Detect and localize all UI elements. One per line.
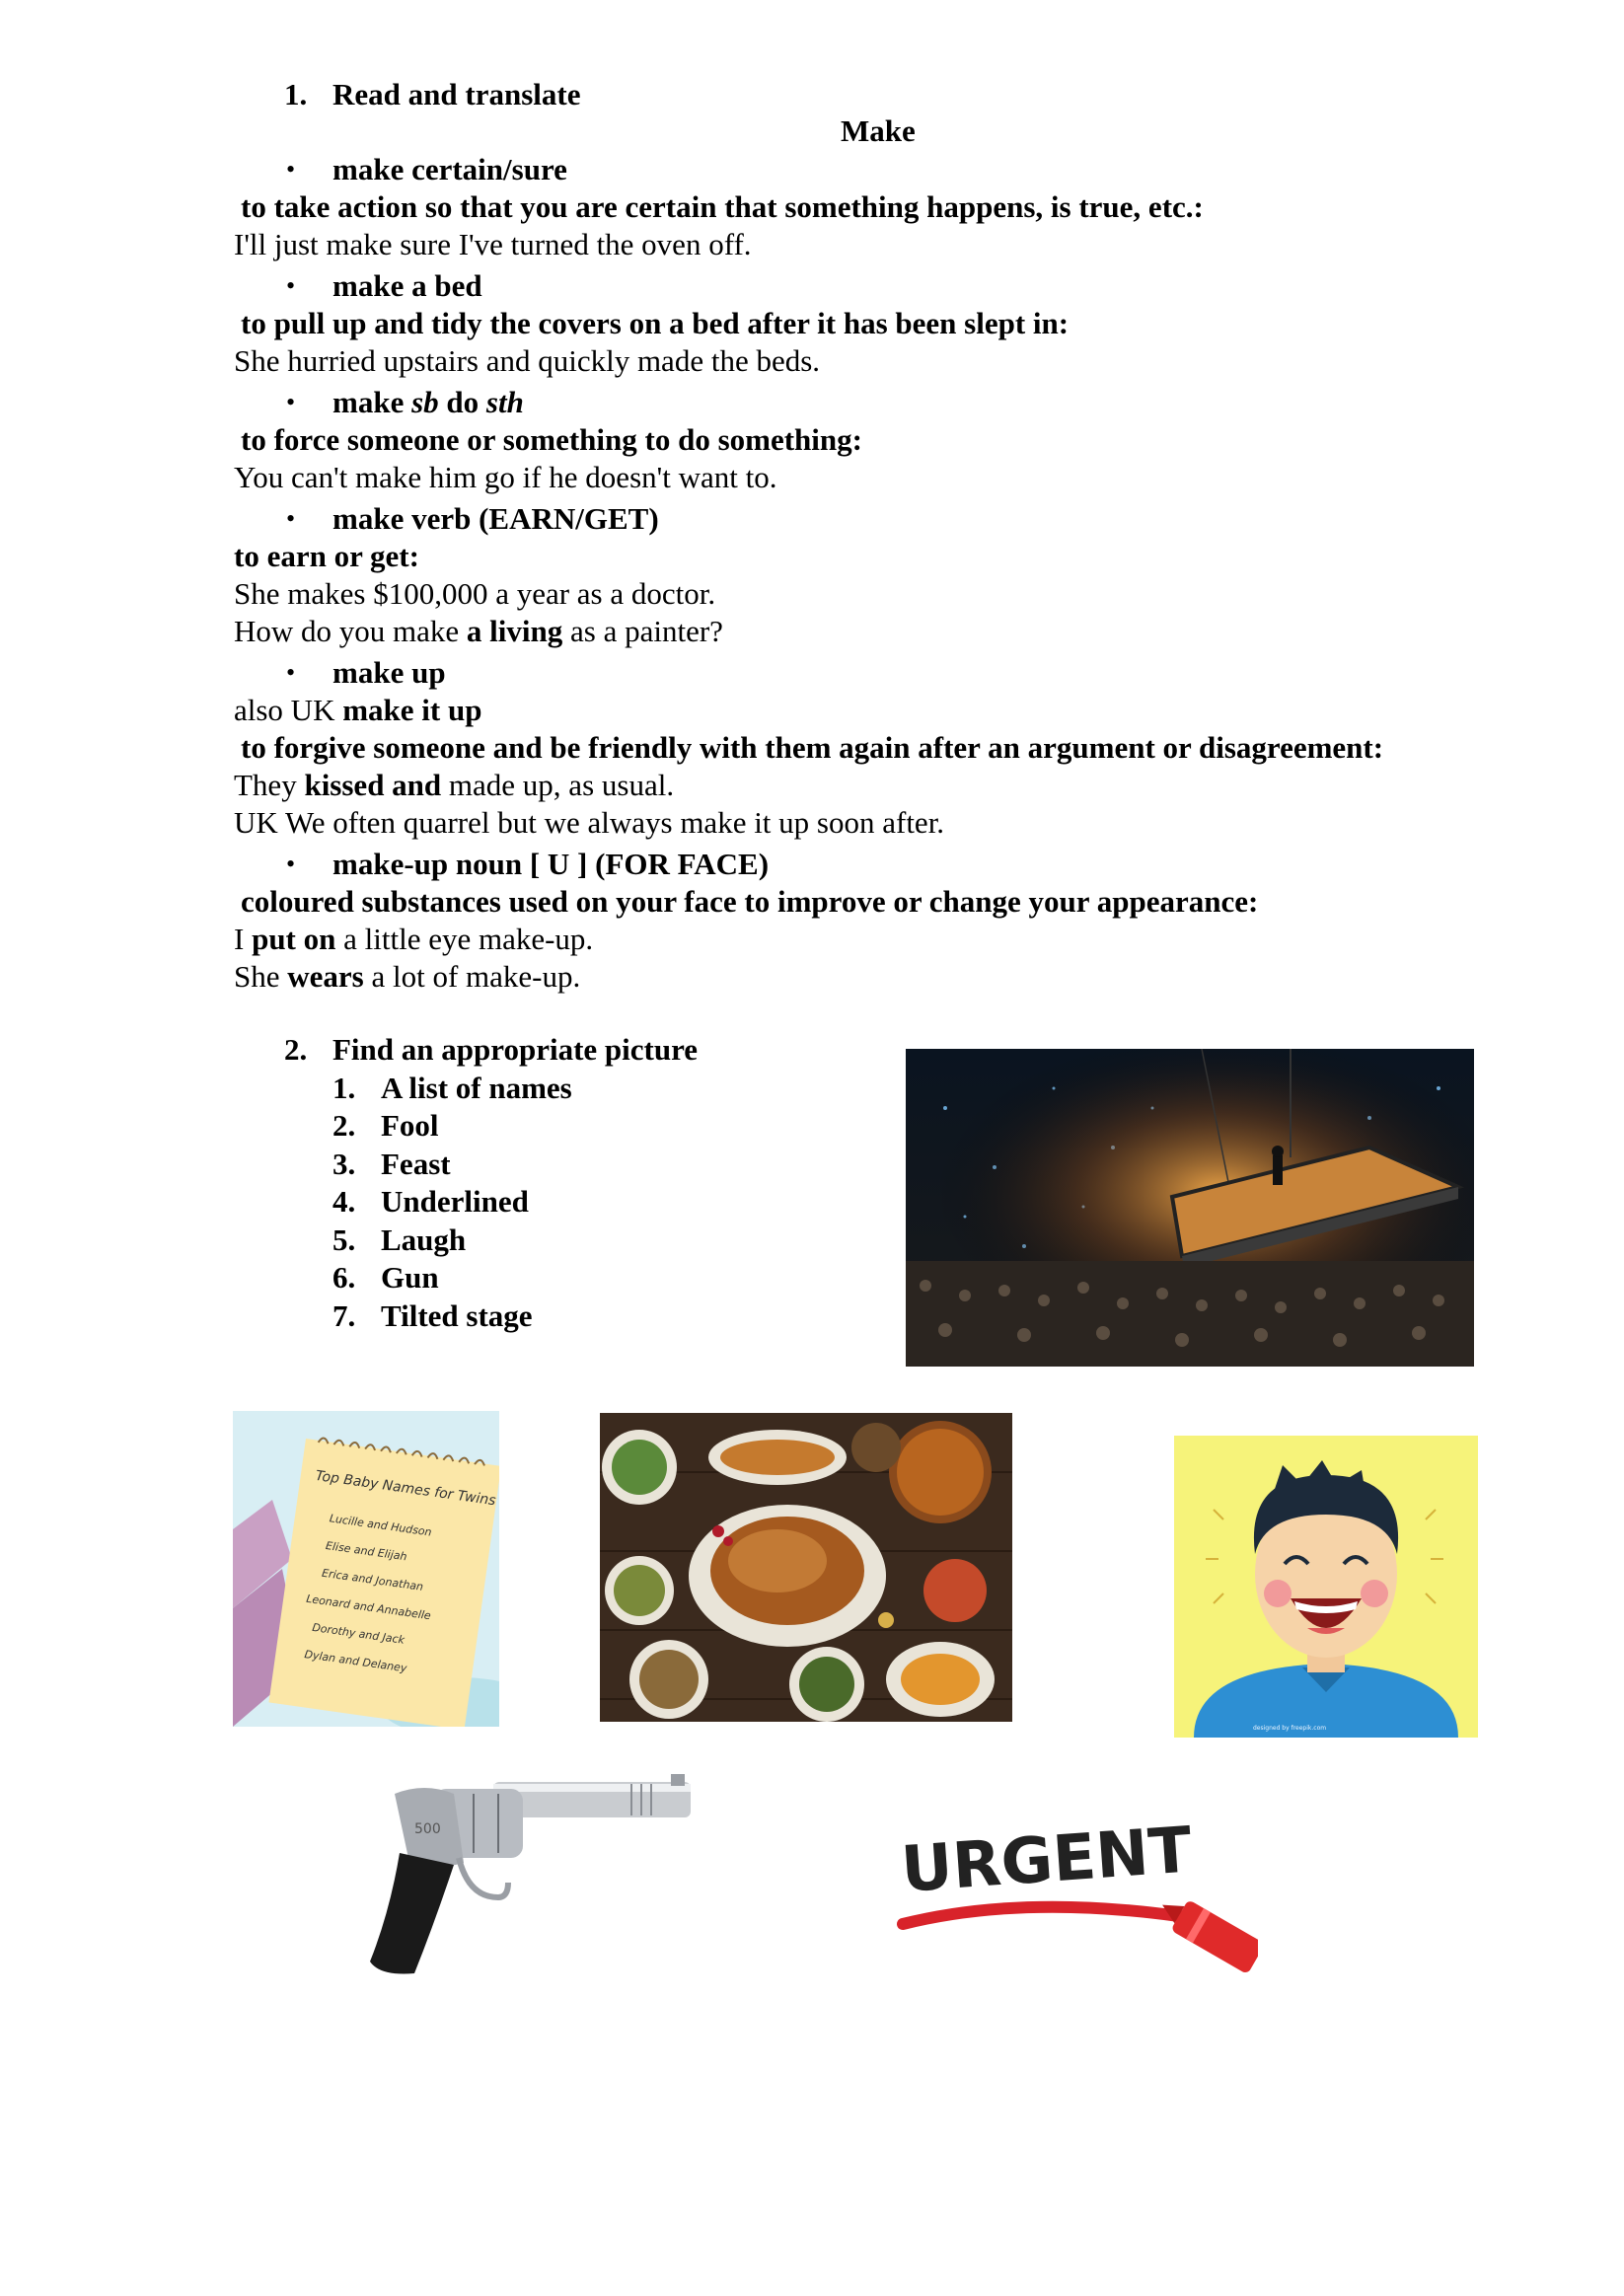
term-make-verb: make verb (EARN/GET) xyxy=(332,501,659,536)
definition-3: to force someone or something to do something: xyxy=(241,422,862,457)
definition-4: to earn or get: xyxy=(234,539,419,573)
names-list-title: Top Baby Names for Twins xyxy=(314,1467,497,1510)
list-item: Underlined xyxy=(381,1184,529,1219)
list-item: Gun xyxy=(381,1260,439,1295)
definition-1: to take action so that you are certain that something happens, is true, etc.: xyxy=(241,189,1204,224)
bullet-icon: • xyxy=(286,388,296,416)
bullet-icon: • xyxy=(286,271,296,300)
list-item: Tilted stage xyxy=(381,1298,533,1333)
alt-form: also UK make it up xyxy=(234,693,482,727)
bullet-icon: • xyxy=(286,850,296,878)
section1-title: Make xyxy=(841,113,916,148)
definition-2: to pull up and tidy the covers on a bed after it has been slept in: xyxy=(241,306,1070,340)
term-make-certain: make certain/sure xyxy=(332,152,567,186)
list-item: Laugh xyxy=(381,1222,467,1257)
list-item: A list of names xyxy=(381,1071,572,1105)
names-list-entry: Elise and Elijah xyxy=(325,1538,408,1564)
term-make-a-bed: make a bed xyxy=(332,268,482,303)
names-list-entry: Erica and Jonathan xyxy=(321,1566,424,1593)
list-item-number: 3. xyxy=(332,1147,356,1181)
gun-marking: 500 xyxy=(414,1821,441,1837)
list-item-number: 1. xyxy=(332,1071,356,1105)
section2-heading: Find an appropriate picture xyxy=(332,1032,699,1067)
bullet-icon: • xyxy=(286,658,296,687)
example-3: You can't make him go if he doesn't want to. xyxy=(234,460,777,494)
list-item: Feast xyxy=(381,1147,451,1181)
term-make-sb-do-sth: make sb do sth xyxy=(332,385,524,419)
urgent-word: URGENT xyxy=(899,1814,1195,1907)
term-make-up: make up xyxy=(332,655,446,690)
tilted-stage-picture xyxy=(906,1049,1474,1367)
list-item-number: 4. xyxy=(332,1184,356,1219)
list-item-number: 6. xyxy=(332,1260,356,1295)
example-5b: UK We often quarrel but we always make it up soon after. xyxy=(234,805,945,840)
names-list-entry: Lucille and Hudson xyxy=(329,1512,433,1539)
example-4b: How do you make a living as a painter? xyxy=(234,614,723,648)
example-6a: I put on a little eye make-up. xyxy=(234,922,594,956)
example-5a: They kissed and made up, as usual. xyxy=(234,768,675,802)
section1-number: 1. xyxy=(284,77,308,111)
list-item-number: 7. xyxy=(332,1298,356,1333)
bullet-icon: • xyxy=(286,155,296,184)
names-list-picture xyxy=(233,1411,499,1727)
names-list-entry: Dylan and Delaney xyxy=(303,1648,408,1675)
list-item: Fool xyxy=(381,1108,439,1143)
definition-6: coloured substances used on your face to improve or change your appearance: xyxy=(241,884,1259,919)
section1-heading: Read and translate xyxy=(332,77,581,111)
definition-5: to forgive someone and be friendly with them again after an argument or disagreement: xyxy=(241,730,1384,765)
bullet-icon: • xyxy=(286,504,296,533)
term-make-up-noun: make-up noun [ U ] (FOR FACE) xyxy=(332,847,770,881)
section2-number: 2. xyxy=(284,1032,308,1067)
example-1: I'll just make sure I've turned the oven off. xyxy=(234,227,752,261)
list-item-number: 2. xyxy=(332,1108,356,1143)
list-item-number: 5. xyxy=(332,1222,356,1257)
example-2: She hurried upstairs and quickly made the beds. xyxy=(234,343,821,378)
underlined-picture xyxy=(893,1786,1258,1973)
feast-picture xyxy=(600,1413,1012,1722)
example-4a: She makes $100,000 a year as a doctor. xyxy=(234,576,716,611)
gun-picture xyxy=(355,1754,701,1986)
laugh-picture xyxy=(1174,1436,1478,1738)
names-list-entry: Leonard and Annabelle xyxy=(305,1592,432,1623)
laugh-credit: designed by freepik.com xyxy=(1253,1725,1327,1732)
example-6b: She wears a lot of make-up. xyxy=(234,959,581,994)
names-list-entry: Dorothy and Jack xyxy=(311,1620,406,1647)
